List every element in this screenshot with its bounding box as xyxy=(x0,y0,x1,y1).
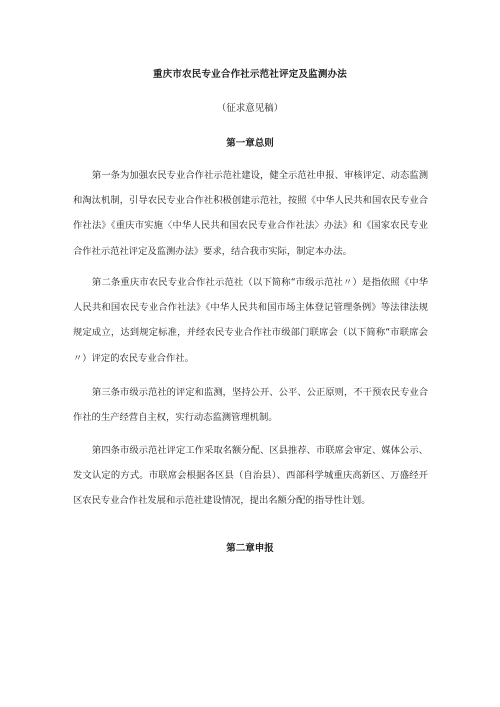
chapter-heading-application: 第二章申报 xyxy=(226,543,274,554)
document-title: 重庆市农民专业合作社示范社评定及监测办法 xyxy=(152,69,347,80)
document-subtitle: （征求意见稿） xyxy=(216,103,284,114)
article-2: 第二条重庆市农民专业合作社示范社（以下简称“市级示范社〃）是指依照《中华人民共和国农民专业合作社法》《中华人民共和国市场主体登记管理条例》等法律法规规定成立，达到规定标准，并经农民专业合作社市级部门联席会（以下简称“市联席会〃）评定的农民专业合作社。 xyxy=(73,277,428,364)
article-4: 第四条市级示范社评定工作采取名额分配、区县推荐、市联席会审定、媒体公示、发文认定的方式。市联席会根据各区县（自治县）、西部科学城重庆高新区、万盛经开区农民专业合作社发展和示范社建设情况，提出名额分配的指导性计划。 xyxy=(73,445,428,507)
article-3: 第三条市级示范社的评定和监测，坚持公开、公平、公正原则，不干预农民专业合作社的生产经营自主权，实行动态监测管理机制。 xyxy=(73,387,428,424)
chapter-heading-general: 第一章总则 xyxy=(226,138,274,149)
article-1: 第一条为加强农民专业合作社示范社建设，健全示范社申报、审核评定、动态监测和淘汰机制，引导农民专业合作社积极创建示范社，按照《中华人民共和国农民专业合作社法》《重庆市实施〈中华人民共和国农民专业合作社法〉办法》和《国家农民专业合作社示范社评定及监测办法》要求，结合我市实际，制定本办法。 xyxy=(73,170,428,257)
